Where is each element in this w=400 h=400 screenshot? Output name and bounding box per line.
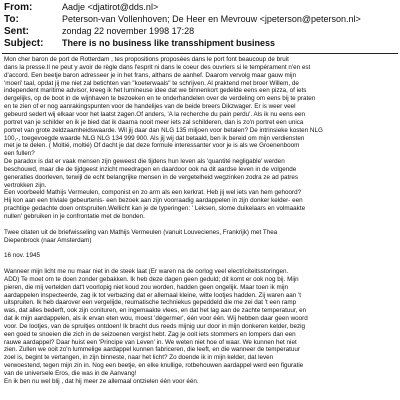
body-line: een fullen?: [4, 150, 35, 158]
from-label: From:: [4, 2, 33, 13]
body-line: voor. De lootjes, van de spruitjes ontdoen! Ik bracht dus reeds mijnig uur door in mijn donkeren kelder, bezig: [4, 322, 306, 330]
body-line: Diepenbrock (naar Amsterdam): [4, 236, 92, 244]
body-line: [4, 221, 398, 228]
body-line: beschouwd, maar die de tijdgeest inzicht meedragen en daardoor ook na dit aardse leven in de volgende: [4, 165, 297, 173]
body-line: nullen' gebruiken in je confrontatie met de bonden.: [4, 213, 145, 220]
body-line: En ik ben nu wel blij , dat hij meer ze allemaal ontzielen één voor één.: [4, 377, 199, 385]
body-line: van de universele Eros, die was in de Aanvang!: [4, 370, 137, 377]
header-divider: [2, 53, 398, 54]
body-line: De paradox is dat er vaak mensen zijn geweest die tijdens hun leven als 'quantité negligable' werden: [4, 158, 285, 166]
body-line: Een voorbeeld Mathijs Vermeulen, componist en zo arm als een kerkrat. Heb jij wel iets van hem gehoord?: [4, 189, 302, 197]
body-line: 100,-, toegevoegde waarde NLG NLG 134 999 900. Als jij wij dat betaald, ben ik bereid om mijn verdiensten: [4, 134, 305, 142]
body-line: d'accord. Een beetje baron adresseer je in het frans, althans de aanhef. Daarom vervolg maar gauw mijn: [4, 71, 297, 79]
subject-row: [0, 38, 400, 49]
body-line: [4, 244, 398, 251]
body-line: Hij kon aan een triviale gebeurtenis- een bezoek aan zijn voorraadig aardappelen in zijn donker kelder- een: [4, 197, 303, 205]
body-line: portret van je schilder en ik je bied dat ik daarna nooit meer iets zal schilderen, dan is zo'n portret een unica: [4, 118, 304, 126]
body-line: een goed te snoeien die zich in de seizoenen vergist hebt. Zag je ooit iets stommers en lompers dan een: [4, 330, 296, 338]
to-value: Peterson-van Vollenhoven; De Heer en Mevrouw <jpeterson@peterson.nl>: [62, 14, 361, 24]
body-line: 16 nov. 1945: [4, 252, 40, 260]
to-label: To:: [4, 14, 19, 25]
body-line: Mon cher baron de port de Rotterdam , tes propositions proposées dans le port font beaucoup de bruit: [4, 56, 289, 63]
body-line: generaties doorleven, terwijl de echt belangrijke mensen in de vergetelheid wegzinken zodra ze ad patres: [4, 173, 299, 181]
body-line: dergelijks, op de boot in de wijnhaven te bezoeken en te onderhandelen over de verdeling om eens bij te praten: [4, 95, 316, 103]
body-line: dans la presse.Il ne peut y avoir de règle dans l'esprit ni dans le coeur des ouvriers si le tempérament n'en est: [4, 63, 311, 71]
body-line: en te zien of er nog aanrakingspunten voor de handelijes van de beide breers Dikzwager. Er is weer veel: [4, 103, 296, 111]
sent-row: [0, 26, 400, 37]
body-line: verwoestend, tegen mijn zin in. Nog een beetje, en elke knullige, rotbehouwen aardappel werd een figuratie: [4, 362, 304, 370]
body-line: vertrokken zijn.: [4, 181, 47, 189]
body-line: dat ik mijn aardappelen, als ik ervan eten wou, moest 'dégermer', één voor één. Wij hebben daar geen woord: [4, 315, 308, 323]
subject-value: There is no business like transshipment business: [62, 38, 276, 48]
body-line: Wanneer mijn licht me nu maar niet in de steek laat (Er waren na de oorlog veel electriciteitsstoringen.: [4, 267, 289, 275]
sent-value: zondag 22 november 1998 17:28: [62, 26, 195, 36]
body-line: uitspruiten. Ik heb daarover een vergelijde, reumatische techniekus gepeddeld die me zei dat 't een ramp: [4, 299, 297, 307]
body-line: Twee citaten uit de briefwisseling van Mathijs Vermeulen (vanuit Louvecienes, Frankrijk) met Thea: [4, 228, 278, 236]
body-line: 'moeri' taal, opdat jij me niet zal betichten van "koeterwaals" te schrijven. Al praktend met broer Willem, de: [4, 79, 299, 87]
body-line: zien. Zullen we ooit zo'n lummelige aardappel kunnen fabriceren, die leeft, en die wanneer de temperatuur: [4, 346, 300, 354]
body-line: zoel is, begint te vertangen, in zijn binneste, naar het licht? Zo doende ik in mijn kelder, dat leven: [4, 354, 274, 362]
sent-label: Sent:: [4, 26, 29, 37]
body-line: met je te delen. ( Moltié, moltié) Of dacht je dat deze formule interessanter voor je is als we Groenenboom: [4, 142, 300, 150]
body-line: portret van grote zeldzaamheidswaarde. Wil jij daar dan NLG 135 miljoen voor betalen? De intrinsieke kosten NLG: [4, 126, 323, 134]
body-line: independent maritime advisor, kreeg ik het lumineuse idee dat we binnenkort gedelde eens een pizza, of iets: [4, 87, 307, 95]
body-line: ADD) Te moet om te doen zonder gebakken. Ik heb deze dagen geen geduld; dit komt er ook nog bij. Mijn: [4, 275, 299, 283]
from-value: Aadje <djatirot@dds.nl>: [62, 2, 159, 12]
body-line: was, dat alles bederft, ook zijn conituren, en ingemaakte vlees, en dat het lag aan de zachte temperatuur, en: [4, 307, 307, 315]
body-line: aardappelen inspecteerde, zag ik tot verbazing dat er allemaal kleine, witte lootjes hadden. Zij waren aan 't: [4, 291, 301, 299]
from-row: [0, 2, 400, 13]
body-line: rauwe aardappel? Daar huist een 'Principe van Leven' in. We weten niet hoe of waar. We kunnen het niet: [4, 338, 297, 346]
body-line: prachtige gedachte doen ontspruiten.Wellicht kan je de typeringen: ' Leksen, slome duikelaars en volmaakte: [4, 205, 306, 213]
body-line: [4, 260, 398, 267]
to-row: [0, 14, 400, 25]
body-line: gebeurd sedert wij elkaar voor het laatst zagen.Of anders, 'A la recherche du pain perdu'. Als ik nu eens een: [4, 110, 305, 118]
body-line: pieren, die mij vertelden dat't voorlopig niet koud zou worden, hadden geen ongelijk. Maar toen ik mijn: [4, 283, 289, 291]
subject-label: Subject:: [4, 38, 44, 49]
